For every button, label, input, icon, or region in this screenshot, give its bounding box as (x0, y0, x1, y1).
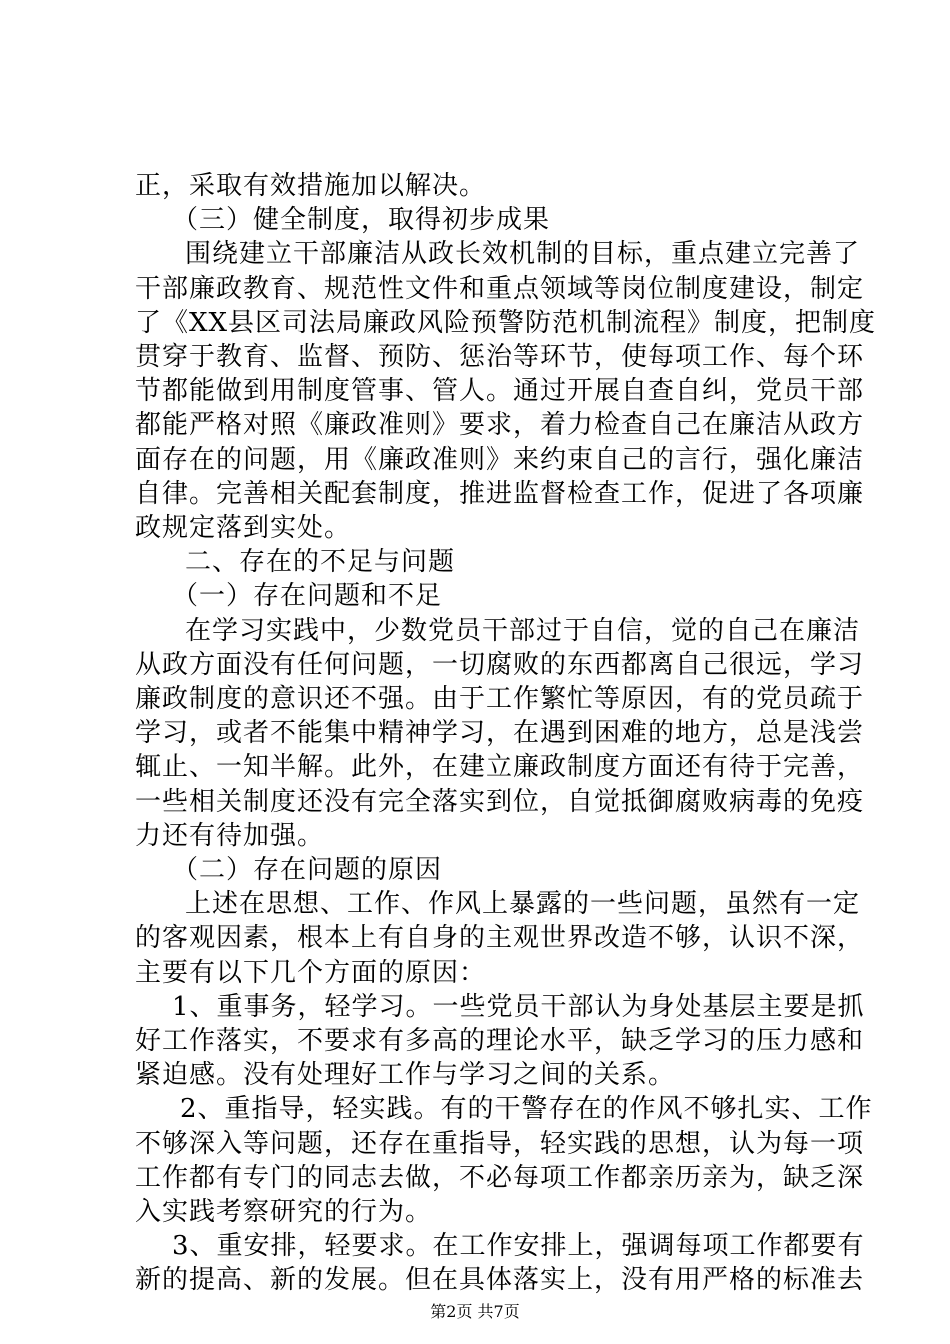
text-line: （三）健全制度，取得初步成果 (172, 205, 551, 236)
text-line: 都能严格对照《廉政准则》要求，着力检查自己在廉洁从政方 (135, 410, 865, 441)
text-line: 学习，或者不能集中精神学习，在遇到困难的地方，总是浅尝 (135, 718, 865, 749)
text-line: 正，采取有效措施加以解决。 (135, 171, 487, 201)
section-heading: 二、存在的不足与问题 (185, 547, 456, 578)
page-number: 第2页 共7页 (430, 1302, 520, 1321)
text-line: 新的提高、新的发展。但在具体落实上，没有用严格的标准去 (135, 1265, 865, 1296)
text-line: 主要有以下几个方面的原因： (135, 957, 487, 988)
text-line: 在学习实践中，少数党员干部过于自信，觉的自己在廉洁 (185, 615, 861, 646)
text-line: 入实践考察研究的行为。 (135, 1197, 433, 1227)
text-line: 政规定落到实处。 (135, 513, 352, 543)
text-line: 的客观因素，根本上有自身的主观世界改造不够，认识不深， (135, 923, 865, 954)
text-line: 干部廉政教育、规范性文件和重点领域等岗位制度建设，制定 (135, 273, 865, 304)
text-line: 了《XX县区司法局廉政风险预警防范机制流程》制度，把制度 (135, 307, 877, 338)
text-line: 节都能做到用制度管事、管人。通过开展自查自纠，党员干部 (135, 376, 865, 407)
text-line: 上述在思想、工作、作风上暴露的一些问题，虽然有一定 (185, 889, 861, 920)
text-line: 3、重安排，轻要求。在工作安排上，强调每项工作都要有 (172, 1231, 865, 1262)
text-line: 一些相关制度还没有完全落实到位，自觉抵御腐败病毒的免疫 (135, 786, 865, 817)
text-line: 1、重事务，轻学习。一些党员干部认为身处基层主要是抓 (172, 991, 865, 1022)
text-line: 廉政制度的意识还不强。由于工作繁忙等原因，有的党员疏于 (135, 684, 865, 714)
text-line: 紧迫感。没有处理好工作与学习之间的关系。 (135, 1060, 676, 1091)
text-line: 好工作落实，不要求有多高的理论水平，缺乏学习的压力感和 (135, 1026, 865, 1056)
text-line: 2、重指导，轻实践。有的干警存在的作风不够扎实、工作 (180, 1094, 873, 1125)
text-line: 围绕建立干部廉洁从政长效机制的目标，重点建立完善了 (185, 239, 861, 270)
text-line: 不够深入等问题，还存在重指导，轻实践的思想，认为每一项 (135, 1128, 865, 1159)
text-line: 力还有待加强。 (135, 820, 325, 851)
text-line: 自律。完善相关配套制度，推进监督检查工作，促进了各项廉 (135, 478, 865, 509)
text-line: 从政方面没有任何问题，一切腐败的东西都离自己很远，学习 (135, 649, 865, 680)
text-line: 辄止、一知半解。此外，在建立廉政制度方面还有待于完善， (135, 752, 865, 783)
text-line: 面存在的问题，用《廉政准则》来约束自己的言行，强化廉洁 (135, 444, 865, 475)
text-line: 工作都有专门的同志去做，不必每项工作都亲历亲为，缺乏深 (135, 1162, 865, 1193)
subsection-heading: （二）存在问题的原因 (172, 855, 443, 885)
subsection-heading: （一）存在问题和不足 (172, 581, 443, 612)
text-line: 贯穿于教育、监督、预防、惩治等环节，使每项工作、每个环 (135, 342, 865, 372)
